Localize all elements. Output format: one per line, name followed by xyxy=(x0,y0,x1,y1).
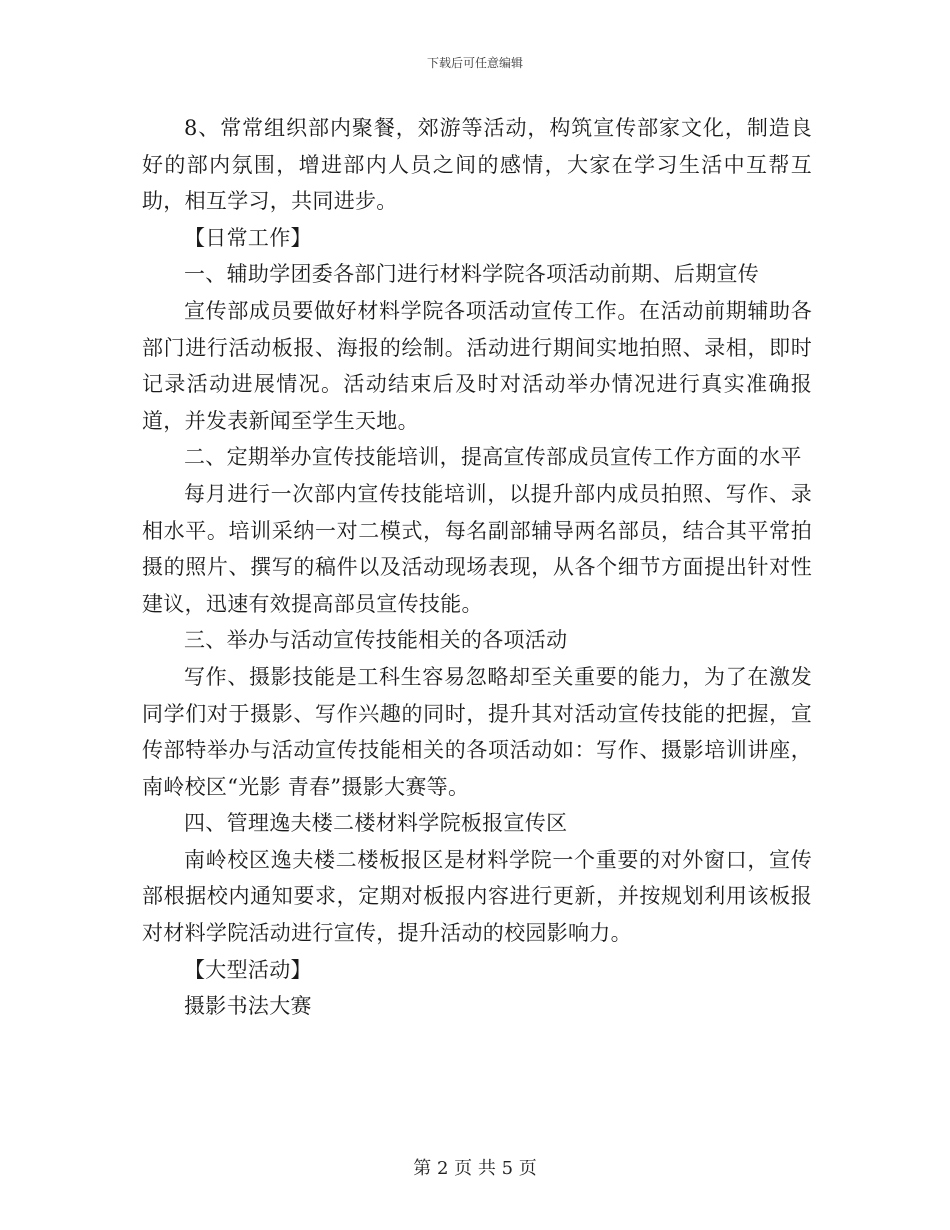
section-heading-major-events: 【大型活动】 xyxy=(184,957,312,982)
paragraph: 每月进行一次部内宣传技能培训，以提升部内成员拍照、写作、录相水平。培训采纳一对二模式，每名副部辅导两名部员，结合其平常拍摄的照片、撰写的稿件以及活动现场表现，从各个细节方面提出针对性建议，迅速有效提高部员宣传技能。 xyxy=(142,481,812,616)
subheading-2: 二、定期举办宣传技能培训，提高宣传部成员宣传工作方面的水平 xyxy=(184,445,802,470)
page-header: 下载后可任意编辑 xyxy=(426,56,523,70)
subheading-1: 一、辅助学团委各部门进行材料学院各项活动前期、后期宣传 xyxy=(184,262,760,287)
footer-current-page: 2 xyxy=(436,1158,449,1179)
footer-prefix: 第 xyxy=(413,1158,432,1179)
footer-middle: 页 共 xyxy=(454,1158,496,1179)
paragraph: 写作、摄影技能是工科生容易忽略却至关重要的能力，为了在激发同学们对于摄影、写作兴趣的同时，提升其对活动宣传技能的把握，宣传部特举办与活动宣传技能相关的各项活动如：写作、摄影培训讲座，南岭校区“光影 青春”摄影大赛等。 xyxy=(142,664,812,799)
paragraph-item-8: 8、常常组织部内聚餐，郊游等活动，构筑宣传部家文化，制造良好的部内氛围，增进部内人员之间的感情，大家在学习生活中互帮互助，相互学习，共同进步。 xyxy=(142,116,812,214)
footer-total-pages: 5 xyxy=(501,1158,514,1179)
subheading-3: 三、举办与活动宣传技能相关的各项活动 xyxy=(184,628,568,653)
paragraph: 宣传部成员要做好材料学院各项活动宣传工作。在活动前期辅助各部门进行活动板报、海报的绘制。活动进行期间实地拍照、录相，即时记录活动进展情况。活动结束后及时对活动举办情况进行真实准确报道，并发表新闻至学生天地。 xyxy=(142,298,812,433)
page-footer xyxy=(0,1154,950,1180)
event-title: 摄影书法大赛 xyxy=(184,994,312,1019)
section-heading-daily-work: 【日常工作】 xyxy=(184,225,312,250)
subheading-4: 四、管理逸夫楼二楼材料学院板报宣传区 xyxy=(184,811,568,836)
footer-suffix: 页 xyxy=(518,1158,537,1179)
document-body xyxy=(142,110,812,1025)
paragraph: 南岭校区逸夫楼二楼板报区是材料学院一个重要的对外窗口，宣传部根据校内通知要求，定期对板报内容进行更新，并按规划利用该板报对材料学院活动进行宣传，提升活动的校园影响力。 xyxy=(142,847,812,946)
